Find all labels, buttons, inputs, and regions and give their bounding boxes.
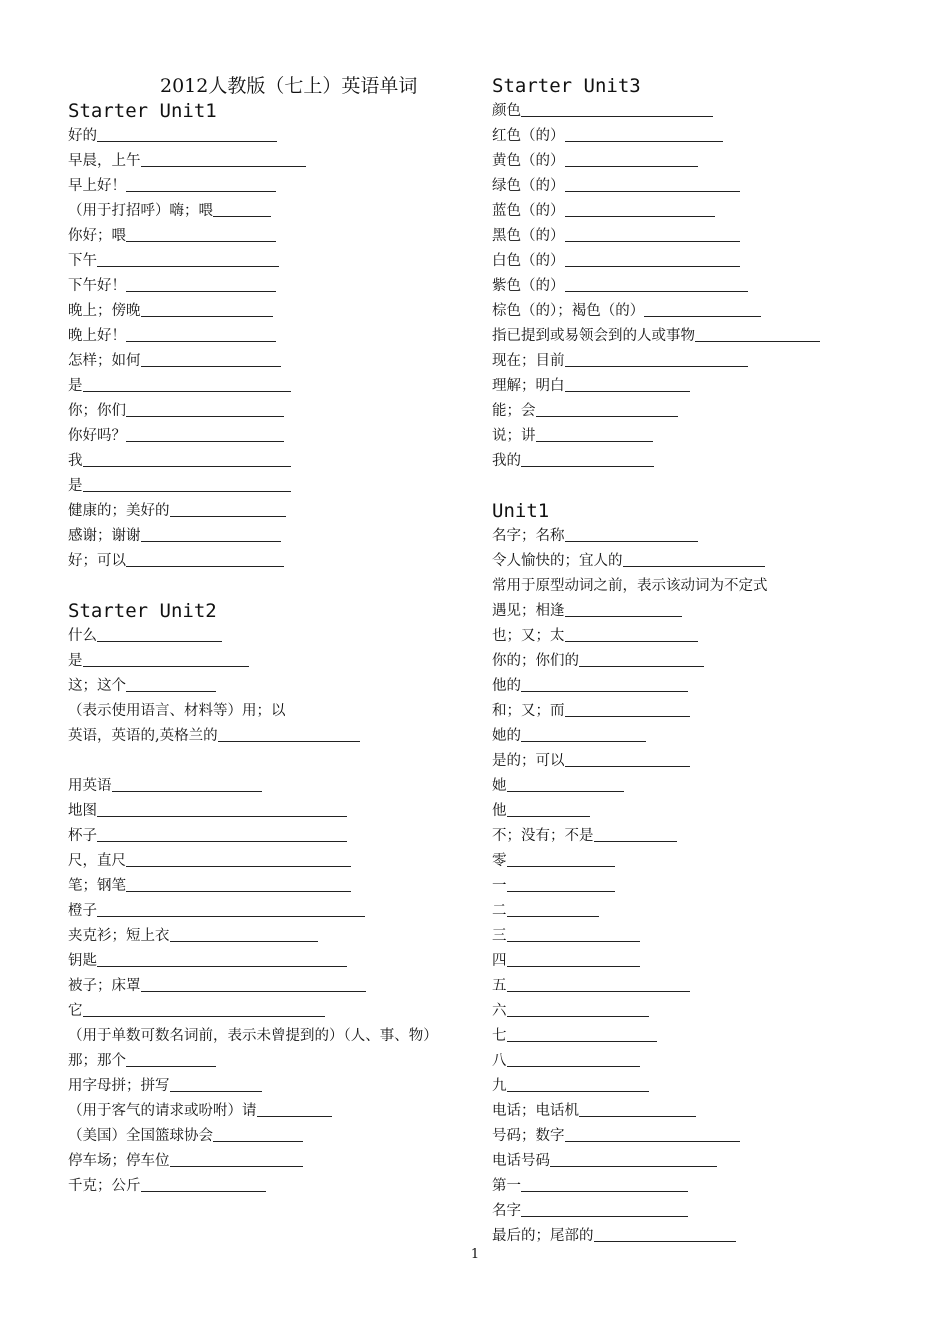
vocab-label: 她的 xyxy=(492,728,521,744)
vocab-row xyxy=(492,749,912,774)
answer-blank[interactable] xyxy=(126,416,284,417)
vocab-row xyxy=(68,349,478,374)
answer-blank[interactable] xyxy=(565,266,740,267)
answer-blank[interactable] xyxy=(550,1166,717,1167)
vocab-label: 令人愉快的；宜人的 xyxy=(492,553,623,569)
answer-blank[interactable] xyxy=(126,241,276,242)
left-column xyxy=(68,99,478,1199)
vocab-row xyxy=(68,624,478,649)
vocab-row xyxy=(492,1049,912,1074)
vocab-row xyxy=(492,399,912,424)
vocab-row xyxy=(492,599,912,624)
answer-blank[interactable] xyxy=(507,1091,649,1092)
answer-blank[interactable] xyxy=(565,616,682,617)
vocab-row xyxy=(68,1174,478,1199)
vocab-label: 你；你们 xyxy=(68,403,126,419)
vocab-label: 感谢；谢谢 xyxy=(68,528,141,544)
vocab-label: （表示使用语言、材料等）用；以 xyxy=(68,703,286,719)
answer-blank[interactable] xyxy=(126,341,276,342)
vocab-label: 是 xyxy=(68,378,83,394)
vocab-label: 黑色（的） xyxy=(492,228,565,244)
vocab-label: 停车场；停车位 xyxy=(68,1153,170,1169)
vocab-label: 用字母拼；拼写 xyxy=(68,1078,170,1094)
answer-blank[interactable] xyxy=(565,541,698,542)
answer-blank[interactable] xyxy=(521,691,688,692)
vocab-label: 她 xyxy=(492,778,507,794)
vocab-label: 紫色（的） xyxy=(492,278,565,294)
vocab-row xyxy=(68,1099,478,1124)
answer-blank[interactable] xyxy=(83,666,249,667)
answer-blank[interactable] xyxy=(565,391,690,392)
vocab-row xyxy=(492,774,912,799)
vocab-label: 地图 xyxy=(68,803,97,819)
vocab-row xyxy=(492,374,912,399)
vocab-row xyxy=(68,899,478,924)
vocab-row xyxy=(492,549,912,574)
vocab-row xyxy=(68,949,478,974)
vocab-label: 早上好！ xyxy=(68,178,126,194)
vocab-row xyxy=(68,1049,478,1074)
vocab-row xyxy=(68,274,478,299)
spacer xyxy=(68,749,478,774)
answer-blank[interactable] xyxy=(565,641,698,642)
vocab-label: 名字；名称 xyxy=(492,528,565,544)
vocab-row xyxy=(492,99,912,124)
vocab-row xyxy=(68,174,478,199)
answer-blank[interactable] xyxy=(565,716,690,717)
vocab-label: 他的 xyxy=(492,678,521,694)
vocab-label: 红色（的） xyxy=(492,128,565,144)
vocab-row xyxy=(492,1099,912,1124)
answer-blank[interactable] xyxy=(97,916,365,917)
vocab-label: 三 xyxy=(492,928,507,944)
answer-blank[interactable] xyxy=(83,466,291,467)
vocab-row xyxy=(492,524,912,549)
vocab-row xyxy=(68,374,478,399)
vocab-row xyxy=(68,424,478,449)
vocab-label: 那；那个 xyxy=(68,1053,126,1069)
vocab-label: 四 xyxy=(492,953,507,969)
answer-blank[interactable] xyxy=(507,916,599,917)
answer-blank[interactable] xyxy=(507,891,615,892)
vocab-row xyxy=(492,124,912,149)
vocab-label: 你好；喂 xyxy=(68,228,126,244)
answer-blank[interactable] xyxy=(594,1241,736,1242)
vocab-label: 你好吗？ xyxy=(68,428,126,444)
vocab-label: 是 xyxy=(68,478,83,494)
vocab-row xyxy=(492,624,912,649)
unit-heading: Starter Unit2 xyxy=(68,600,217,622)
vocab-label: 说；讲 xyxy=(492,428,536,444)
vocab-label: 一 xyxy=(492,878,507,894)
vocab-row xyxy=(68,499,478,524)
vocab-label: 杯子 xyxy=(68,828,97,844)
answer-blank[interactable] xyxy=(565,216,715,217)
answer-blank[interactable] xyxy=(507,941,640,942)
vocab-label: 钥匙 xyxy=(68,953,97,969)
answer-blank[interactable] xyxy=(565,366,748,367)
answer-blank[interactable] xyxy=(83,1016,325,1017)
answer-blank[interactable] xyxy=(695,341,820,342)
vocab-row xyxy=(492,1224,912,1249)
vocab-label: 是 xyxy=(68,653,83,669)
vocab-row xyxy=(68,849,478,874)
answer-blank[interactable] xyxy=(141,316,273,317)
vocab-label: 电话；电话机 xyxy=(492,1103,579,1119)
answer-blank[interactable] xyxy=(565,766,690,767)
unit-heading: Starter Unit1 xyxy=(68,100,217,122)
vocab-label: 英语，英语的,英格兰的 xyxy=(68,728,218,744)
vocab-row xyxy=(492,824,912,849)
vocab-label: 遇见；相逢 xyxy=(492,603,565,619)
vocab-label: 理解；明白 xyxy=(492,378,565,394)
answer-blank[interactable] xyxy=(507,1041,657,1042)
vocab-label: 健康的；美好的 xyxy=(68,503,170,519)
vocab-label: 名字 xyxy=(492,1203,521,1219)
vocab-label: 下午 xyxy=(68,253,97,269)
answer-blank[interactable] xyxy=(126,891,351,892)
vocab-label: 能；会 xyxy=(492,403,536,419)
vocab-label: 晚上好！ xyxy=(68,328,126,344)
vocab-row xyxy=(68,299,478,324)
vocab-row xyxy=(492,1074,912,1099)
vocab-row xyxy=(492,674,912,699)
vocab-label: 白色（的） xyxy=(492,253,565,269)
vocab-row xyxy=(68,799,478,824)
vocab-label: 你的；你们的 xyxy=(492,653,579,669)
vocab-row xyxy=(68,524,478,549)
vocab-label: 被子；床罩 xyxy=(68,978,141,994)
vocab-label: 什么 xyxy=(68,628,97,644)
vocab-row xyxy=(68,474,478,499)
vocab-label: 电话号码 xyxy=(492,1153,550,1169)
vocab-row xyxy=(68,1024,478,1049)
answer-blank[interactable] xyxy=(170,1166,303,1167)
vocab-row xyxy=(492,1024,912,1049)
vocab-row xyxy=(492,274,912,299)
answer-blank[interactable] xyxy=(97,141,277,142)
vocab-label: 是的；可以 xyxy=(492,753,565,769)
vocab-label: （用于单数可数名词前，表示未曾提到的）（人、事、物） xyxy=(68,1028,438,1044)
vocab-row xyxy=(492,199,912,224)
vocab-row xyxy=(68,224,478,249)
answer-blank[interactable] xyxy=(507,866,615,867)
spacer xyxy=(68,574,478,599)
answer-blank[interactable] xyxy=(170,1091,262,1092)
vocab-row xyxy=(68,1124,478,1149)
vocab-row xyxy=(68,449,478,474)
answer-blank[interactable] xyxy=(213,216,271,217)
vocab-row xyxy=(68,974,478,999)
answer-blank[interactable] xyxy=(83,491,291,492)
vocab-row xyxy=(68,1074,478,1099)
answer-blank[interactable] xyxy=(623,566,765,567)
vocab-label: （用于客气的请求或吩咐）请 xyxy=(68,1103,257,1119)
answer-blank[interactable] xyxy=(126,191,276,192)
vocab-label: 棕色（的）；褐色（的） xyxy=(492,303,645,319)
vocab-row xyxy=(492,574,912,599)
vocab-label: 第一 xyxy=(492,1178,521,1194)
vocab-label: 早晨，上午 xyxy=(68,153,141,169)
answer-blank[interactable] xyxy=(565,141,723,142)
vocab-row xyxy=(68,1149,478,1174)
vocab-row xyxy=(492,174,912,199)
vocab-label: 橙子 xyxy=(68,903,97,919)
vocab-row xyxy=(68,774,478,799)
vocab-label: 它 xyxy=(68,1003,83,1019)
vocab-row xyxy=(68,924,478,949)
vocab-row xyxy=(492,424,912,449)
answer-blank[interactable] xyxy=(126,1066,216,1067)
vocab-label: 颜色 xyxy=(492,103,521,119)
answer-blank[interactable] xyxy=(126,691,216,692)
vocab-row xyxy=(492,149,912,174)
answer-blank[interactable] xyxy=(126,441,284,442)
vocab-label: 号码；数字 xyxy=(492,1128,565,1144)
vocab-row xyxy=(492,1199,912,1224)
vocab-label: 绿色（的） xyxy=(492,178,565,194)
vocab-label: 下午好！ xyxy=(68,278,126,294)
vocab-label: 笔；钢笔 xyxy=(68,878,126,894)
answer-blank[interactable] xyxy=(126,566,284,567)
vocab-row xyxy=(492,974,912,999)
answer-blank[interactable] xyxy=(112,791,262,792)
vocab-row xyxy=(492,1124,912,1149)
answer-blank[interactable] xyxy=(97,266,279,267)
vocab-row xyxy=(492,1149,912,1174)
answer-blank[interactable] xyxy=(579,666,704,667)
unit-heading: Starter Unit3 xyxy=(492,75,641,97)
vocab-label: 最后的；尾部的 xyxy=(492,1228,594,1244)
vocab-row xyxy=(68,699,478,724)
answer-blank[interactable] xyxy=(141,541,281,542)
answer-blank[interactable] xyxy=(170,516,286,517)
vocab-row xyxy=(68,249,478,274)
answer-blank[interactable] xyxy=(257,1116,332,1117)
vocab-label: 现在；目前 xyxy=(492,353,565,369)
page-number: 1 xyxy=(470,1247,480,1262)
answer-blank[interactable] xyxy=(141,1191,266,1192)
vocab-row xyxy=(68,999,478,1024)
vocab-row xyxy=(492,799,912,824)
answer-blank[interactable] xyxy=(97,966,347,967)
vocab-row xyxy=(492,449,912,474)
vocab-label: 八 xyxy=(492,1053,507,1069)
page-title: 2012人教版（七上）英语单词 xyxy=(160,75,418,97)
answer-blank[interactable] xyxy=(97,841,347,842)
answer-blank[interactable] xyxy=(521,741,646,742)
vocab-label: 五 xyxy=(492,978,507,994)
vocab-row xyxy=(68,824,478,849)
answer-blank[interactable] xyxy=(507,991,690,992)
vocab-label: 好；可以 xyxy=(68,553,126,569)
answer-blank[interactable] xyxy=(644,316,761,317)
answer-blank[interactable] xyxy=(594,841,677,842)
vocab-row xyxy=(492,249,912,274)
vocab-row xyxy=(68,399,478,424)
vocab-row xyxy=(492,999,912,1024)
vocab-row xyxy=(68,724,478,749)
answer-blank[interactable] xyxy=(521,1216,688,1217)
answer-blank[interactable] xyxy=(507,966,640,967)
answer-blank[interactable] xyxy=(579,1116,696,1117)
vocab-row xyxy=(68,649,478,674)
answer-blank[interactable] xyxy=(83,391,291,392)
vocab-row xyxy=(492,224,912,249)
vocab-label: 蓝色（的） xyxy=(492,203,565,219)
vocab-row xyxy=(68,874,478,899)
vocab-row xyxy=(68,149,478,174)
vocab-label: 夹克衫；短上衣 xyxy=(68,928,170,944)
answer-blank[interactable] xyxy=(565,241,740,242)
answer-blank[interactable] xyxy=(170,941,318,942)
vocab-row xyxy=(492,949,912,974)
answer-blank[interactable] xyxy=(536,416,678,417)
answer-blank[interactable] xyxy=(218,741,360,742)
vocab-label: 我 xyxy=(68,453,83,469)
vocab-label: 九 xyxy=(492,1078,507,1094)
vocab-row xyxy=(68,199,478,224)
vocab-label: （用于打招呼）嗨；喂 xyxy=(68,203,213,219)
vocab-row xyxy=(68,124,478,149)
vocab-label: 黄色（的） xyxy=(492,153,565,169)
vocab-label: （美国）全国篮球协会 xyxy=(68,1128,213,1144)
answer-blank[interactable] xyxy=(507,791,624,792)
vocab-label: 用英语 xyxy=(68,778,112,794)
vocab-row xyxy=(492,724,912,749)
answer-blank[interactable] xyxy=(507,816,590,817)
vocab-row xyxy=(492,849,912,874)
vocab-row xyxy=(492,699,912,724)
answer-blank[interactable] xyxy=(141,366,281,367)
right-column xyxy=(492,75,912,1249)
vocab-label: 怎样；如何 xyxy=(68,353,141,369)
vocab-label: 六 xyxy=(492,1003,507,1019)
vocab-label: 指已提到或易领会到的人或事物 xyxy=(492,328,695,344)
vocab-row xyxy=(68,324,478,349)
answer-blank[interactable] xyxy=(507,1066,640,1067)
vocab-label: 也；又；太 xyxy=(492,628,565,644)
vocab-label: 晚上；傍晚 xyxy=(68,303,141,319)
answer-blank[interactable] xyxy=(507,1016,649,1017)
vocab-row xyxy=(492,1174,912,1199)
vocab-label: 零 xyxy=(492,853,507,869)
spacer xyxy=(492,474,912,499)
answer-blank[interactable] xyxy=(521,116,713,117)
vocab-label: 我的 xyxy=(492,453,521,469)
vocab-label: 常用于原型动词之前，表示该动词为不定式 xyxy=(492,578,768,594)
vocab-row xyxy=(492,349,912,374)
answer-blank[interactable] xyxy=(521,1191,688,1192)
answer-blank[interactable] xyxy=(565,291,748,292)
unit-heading: Unit1 xyxy=(492,500,550,522)
vocab-label: 他 xyxy=(492,803,507,819)
answer-blank[interactable] xyxy=(213,1141,303,1142)
answer-blank[interactable] xyxy=(141,166,306,167)
vocab-row xyxy=(492,649,912,674)
answer-blank[interactable] xyxy=(126,291,276,292)
answer-blank[interactable] xyxy=(521,466,654,467)
answer-blank[interactable] xyxy=(97,641,222,642)
vocab-label: 不；没有；不是 xyxy=(492,828,594,844)
vocab-label: 二 xyxy=(492,903,507,919)
answer-blank[interactable] xyxy=(536,441,653,442)
answer-blank[interactable] xyxy=(141,991,366,992)
vocab-label: 这；这个 xyxy=(68,678,126,694)
vocab-row xyxy=(68,674,478,699)
vocab-row xyxy=(492,899,912,924)
vocab-row xyxy=(492,299,912,324)
answer-blank[interactable] xyxy=(97,816,347,817)
vocab-label: 七 xyxy=(492,1028,507,1044)
vocab-row xyxy=(68,549,478,574)
answer-blank[interactable] xyxy=(565,1141,740,1142)
vocab-row xyxy=(492,924,912,949)
answer-blank[interactable] xyxy=(565,191,740,192)
answer-blank[interactable] xyxy=(565,166,698,167)
vocab-label: 和；又；而 xyxy=(492,703,565,719)
vocab-label: 尺，直尺 xyxy=(68,853,126,869)
vocab-label: 千克；公斤 xyxy=(68,1178,141,1194)
vocab-row xyxy=(492,324,912,349)
vocab-row xyxy=(492,874,912,899)
answer-blank[interactable] xyxy=(126,866,351,867)
vocab-label: 好的 xyxy=(68,128,97,144)
